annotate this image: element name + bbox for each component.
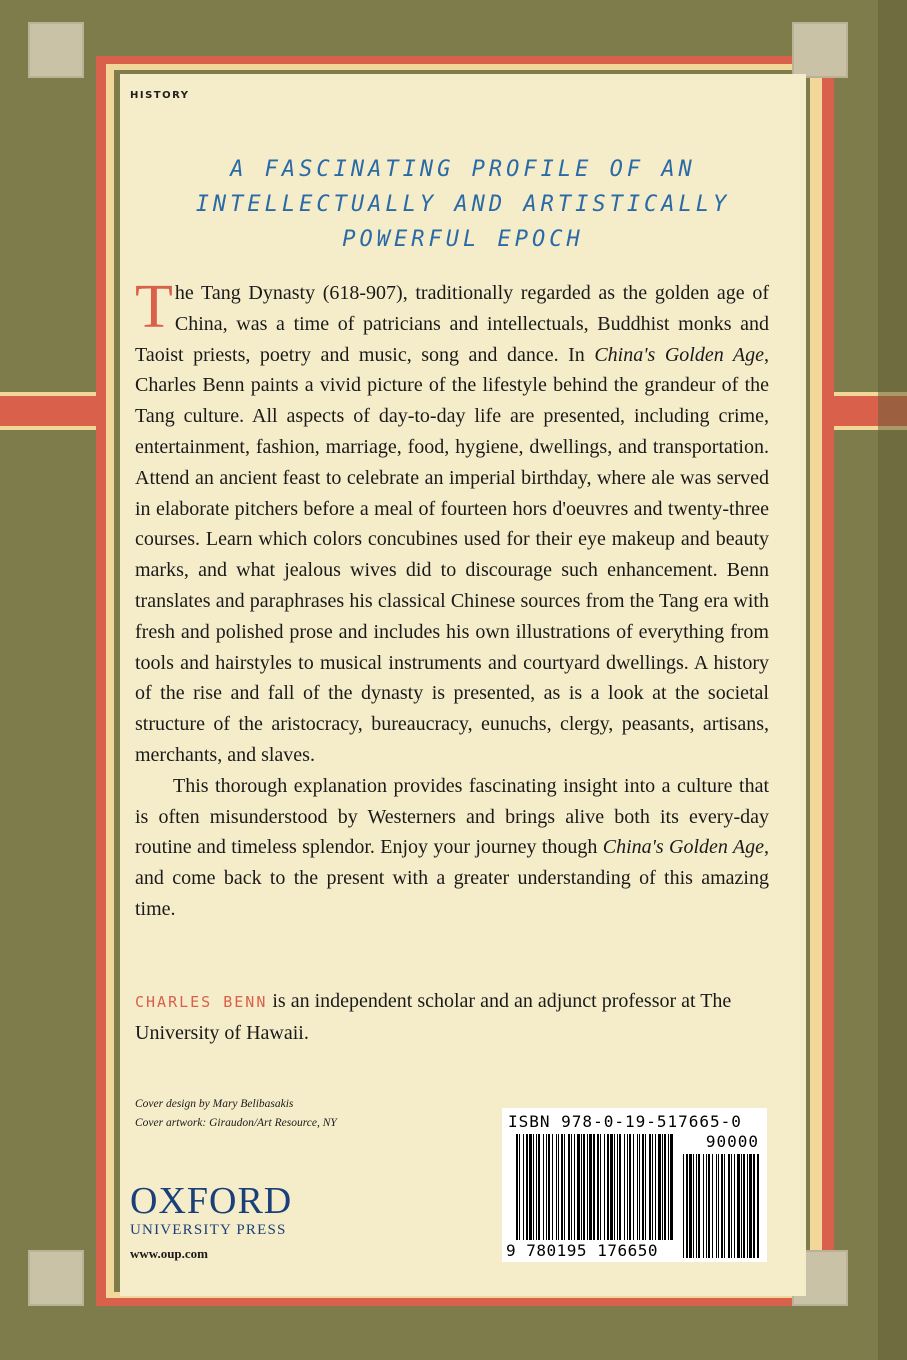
description-body [135, 273, 769, 925]
publisher-subname: UNIVERSITY PRESS [130, 1222, 287, 1238]
barcode-bar [633, 1134, 634, 1240]
barcode-bar [747, 1154, 748, 1258]
barcode-bar [731, 1154, 732, 1258]
barcode-bar [721, 1154, 723, 1258]
barcode-bar [536, 1134, 537, 1240]
barcode-bar [583, 1134, 585, 1240]
barcode-bar [593, 1134, 595, 1240]
tagline [120, 152, 806, 257]
left-horizontal-band [0, 396, 96, 426]
price-code: 90000 [705, 1132, 759, 1151]
barcode-digits: 9 780195 176650 [506, 1241, 658, 1260]
top-border-stripe [96, 56, 836, 64]
barcode-bar [718, 1154, 719, 1258]
description-paragraph [135, 771, 769, 925]
barcode-bar [614, 1134, 615, 1240]
barcode-bar [543, 1134, 544, 1240]
barcode-bar [546, 1134, 547, 1240]
barcode-bar [734, 1154, 735, 1258]
barcode-bar [693, 1154, 694, 1258]
barcode-bar [581, 1134, 582, 1240]
barcode-bar [649, 1134, 651, 1240]
barcode-bar [568, 1134, 570, 1240]
barcode-bar [724, 1154, 725, 1258]
barcode-bar [712, 1154, 713, 1258]
barcode-bar [533, 1134, 534, 1240]
barcode-bar [642, 1134, 644, 1240]
description-paragraph [135, 273, 769, 771]
tagline-line: INTELLECTUALLY AND ARTISTICALLY [195, 192, 731, 217]
barcode-bar [574, 1134, 575, 1240]
barcode-bar [629, 1134, 631, 1240]
barcode-bar [670, 1134, 673, 1240]
barcode-bar [624, 1134, 625, 1240]
barcode-bar [627, 1134, 628, 1240]
barcode-bar [589, 1134, 592, 1240]
barcode-bar [538, 1134, 540, 1240]
author-name: CHARLES BENN [135, 993, 268, 1011]
left-horizontal-band-edge [0, 426, 96, 430]
barcode-bar [529, 1134, 532, 1240]
barcode-bar [737, 1154, 740, 1258]
barcode-bar [753, 1154, 755, 1258]
top-border-stripe-inner [104, 64, 828, 70]
publisher-name: OXFORD [130, 1180, 293, 1222]
barcode-bar [698, 1154, 700, 1258]
barcode-bar [600, 1134, 601, 1240]
barcode-bar [619, 1134, 621, 1240]
barcode-bar [706, 1154, 707, 1258]
barcode-bar [683, 1154, 684, 1258]
right-border-stripe [822, 56, 834, 1306]
barcode-bar [523, 1134, 524, 1240]
drop-cap: T [135, 273, 173, 341]
barcode-bar [668, 1134, 669, 1240]
barcode-bar [658, 1134, 661, 1240]
left-horizontal-band-edge [0, 392, 96, 396]
right-edge-band [878, 0, 907, 1360]
barcode-bar [637, 1134, 638, 1240]
left-border-stripe-inner [106, 64, 114, 1298]
barcode-bar [696, 1154, 697, 1258]
tagline-line: POWERFUL EPOCH [342, 227, 584, 252]
credit-line: Cover artwork: Giraudon/Art Resource, NY [135, 1117, 337, 1129]
credit-line: Cover design by Mary Belibasakis [135, 1098, 294, 1110]
barcode-bar [639, 1134, 640, 1240]
barcode-bar [749, 1154, 752, 1258]
barcode-bar [604, 1134, 605, 1240]
tagline-line: A FASCINATING PROFILE OF AN [230, 157, 696, 182]
barcode-bar [587, 1134, 588, 1240]
text-segment: , Charles Benn paints a vivid picture of the lifestyle behind the grandeur of the Tang culture. All aspects of day-to-day life are presented, including crime, entertainment, fashion, marriage, food, hygiene, dwellings, and transportation. Attend an ancient feast to celebrate an imperial birthday, where ale was served in elaborate pitchers before a meal of fourteen hors d'oeuvres and twenty-three courses. Learn which colors concubines used for their eye makeup and beauty marks, and what jealous wives did to discourage such enhancement. Benn translates and paraphrases his classical Chinese sources from the Tang era with fresh and polished prose and includes his own illustrations of everything from tools and hairstyles to musical instruments and courtyard dwellings. A history of the rise and fall of the dynasty is presented, as is a look at the societal structure of the aristocracy, bureaucracy, eunuchs, clergy, peasants, artisans, merchants, and slaves. [135, 343, 769, 766]
barcode-bar [597, 1134, 599, 1240]
book-title: China's Golden Age [602, 836, 764, 859]
barcode-bar [516, 1134, 518, 1240]
barcode-bar [610, 1134, 613, 1240]
publisher-logo [130, 1182, 292, 1240]
barcode-bar [564, 1134, 565, 1240]
isbn-barcode [502, 1108, 767, 1262]
barcode-bar [561, 1134, 563, 1240]
barcode-bar [662, 1134, 663, 1240]
barcode-bar [664, 1134, 666, 1240]
barcode-bar [552, 1134, 553, 1240]
corner-ornament [792, 22, 848, 78]
barcode-bar [548, 1134, 550, 1240]
bottom-border-stripe [96, 1298, 836, 1306]
barcode-bar [703, 1154, 704, 1258]
barcode-bar [686, 1154, 688, 1258]
cover-credits [135, 1095, 337, 1133]
author-bio-text: is an independent scholar and an adjunct professor at The University of Hawaii. [135, 990, 732, 1044]
barcode-bar [728, 1154, 730, 1258]
barcode-bar [743, 1154, 745, 1258]
barcode-bar [617, 1134, 618, 1240]
barcode-bar [526, 1134, 528, 1240]
barcode-bar [716, 1154, 717, 1258]
barcode-bar [577, 1134, 580, 1240]
isbn-label: ISBN 978-0-19-517665-0 [508, 1112, 742, 1131]
text-segment: , and come back to the present with a greater understanding of this amazing time. [135, 836, 769, 920]
author-bio [135, 986, 769, 1049]
barcode-bar [689, 1154, 692, 1258]
book-title: China's Golden Age [594, 343, 764, 366]
text-segment: This thorough explanation provides fascinating insight into a culture that is often misunderstood by Westerners and brings alive both its every-day routine and timeless splendor. Enjoy your journey though [135, 774, 769, 859]
right-border-stripe-inner [810, 64, 822, 1298]
barcode-bar [519, 1134, 520, 1240]
barcode-bar [607, 1134, 609, 1240]
barcode-bar [556, 1134, 557, 1240]
barcode-bar [571, 1134, 572, 1240]
publisher-url: www.oup.com [130, 1246, 209, 1261]
barcode-bar [645, 1134, 646, 1240]
barcode-bar [558, 1134, 559, 1240]
text-segment: he Tang Dynasty (618-907), traditionally regarded as the golden age of China, was a time of patricians and intellectuals, Buddhist monks and Taoist priests, poetry and music, song and dance. In [135, 282, 769, 366]
barcode-bar [741, 1154, 742, 1258]
barcode-bar [655, 1134, 656, 1240]
barcode-bar [652, 1134, 653, 1240]
corner-ornament [28, 22, 84, 78]
category-label: HISTORY [130, 90, 190, 101]
corner-ornament [28, 1250, 84, 1306]
barcode-bar [708, 1154, 710, 1258]
left-border-stripe [96, 56, 106, 1306]
barcode-bar [757, 1154, 759, 1258]
